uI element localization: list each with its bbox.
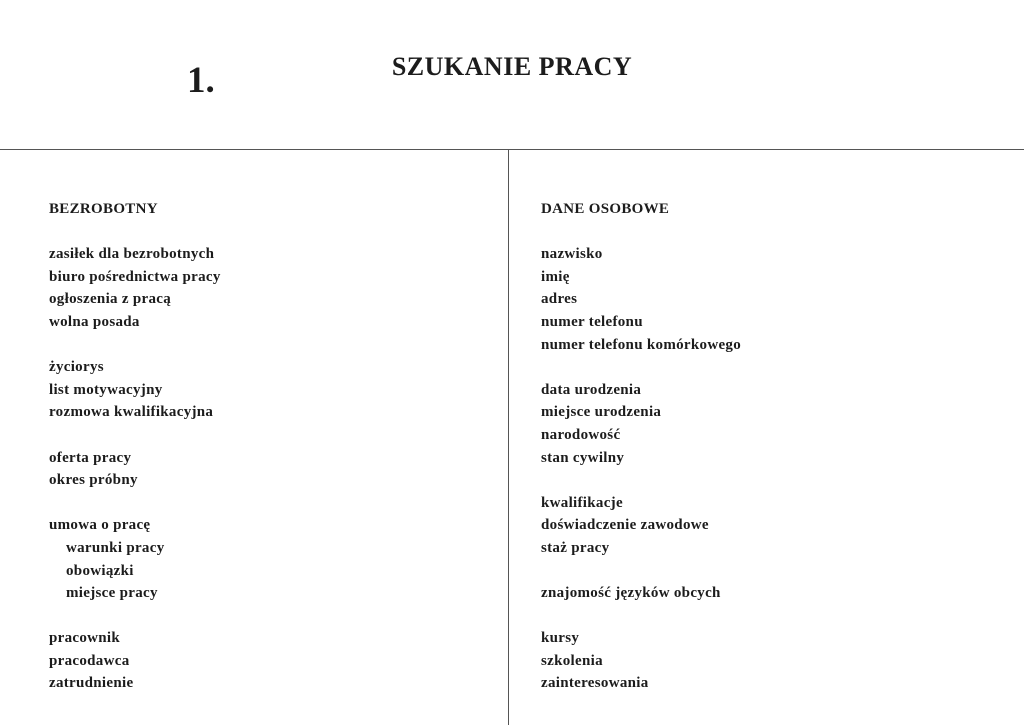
- left-column: [49, 198, 221, 695]
- term-group: [49, 356, 221, 424]
- chapter-number: 1.: [187, 60, 215, 101]
- vocabulary-term: numer telefonu komórkowego: [541, 336, 742, 353]
- vocabulary-term: wolna posada: [49, 313, 140, 330]
- vertical-divider: [508, 149, 509, 725]
- right-column: [541, 198, 741, 695]
- vocabulary-term: zainteresowania: [541, 675, 649, 692]
- vocabulary-term: miejsce urodzenia: [541, 404, 662, 421]
- vocabulary-term: znajomość języków obcych: [541, 585, 721, 602]
- vocabulary-term: ogłoszenia z pracą: [49, 291, 172, 308]
- right-column-heading: DANE OSOBOWE: [541, 201, 670, 217]
- term-group: [49, 627, 221, 695]
- vocabulary-term: życiorys: [49, 359, 104, 376]
- term-group: [541, 492, 741, 560]
- vocabulary-term: szkolenia: [541, 652, 603, 669]
- vocabulary-term: okres próbny: [49, 472, 138, 489]
- vocabulary-term: umowa o pracę: [49, 517, 151, 534]
- vocabulary-term: imię: [541, 268, 570, 285]
- vocabulary-term: pracodawca: [49, 652, 130, 669]
- vocabulary-subterm: warunki pracy: [66, 539, 165, 556]
- term-group: [541, 379, 741, 469]
- vocabulary-term: data urodzenia: [541, 381, 642, 398]
- vocabulary-term: kwalifikacje: [541, 494, 623, 511]
- left-column-heading: BEZROBOTNY: [49, 201, 158, 217]
- vocabulary-term: adres: [541, 291, 578, 308]
- term-group: [541, 582, 741, 605]
- vocabulary-term: oferta pracy: [49, 449, 132, 466]
- vocabulary-term: pracownik: [49, 630, 121, 647]
- vocabulary-term: staż pracy: [541, 539, 610, 556]
- vocabulary-term: numer telefonu: [541, 313, 643, 330]
- vocabulary-term: doświadczenie zawodowe: [541, 517, 709, 534]
- horizontal-divider: [0, 149, 1024, 150]
- page-title: SZUKANIE PRACY: [391, 52, 633, 81]
- term-group: [49, 447, 221, 492]
- vocabulary-term: list motywacyjny: [49, 381, 163, 398]
- vocabulary-term: zatrudnienie: [49, 675, 134, 692]
- vocabulary-term: zasiłek dla bezrobotnych: [49, 246, 215, 263]
- vocabulary-term: nazwisko: [541, 246, 603, 263]
- term-group: [541, 627, 741, 695]
- vocabulary-term: biuro pośrednictwa pracy: [49, 268, 221, 285]
- vocabulary-term: stan cywilny: [541, 449, 625, 466]
- vocabulary-subterm: obowiązki: [66, 562, 134, 579]
- vocabulary-subterm: miejsce pracy: [66, 585, 158, 602]
- vocabulary-term: rozmowa kwalifikacyjna: [49, 404, 214, 421]
- vocabulary-term: narodowość: [541, 426, 621, 443]
- vocabulary-term: kursy: [541, 630, 580, 647]
- term-group: [49, 243, 221, 333]
- term-group: [541, 243, 741, 356]
- term-group: [49, 514, 221, 604]
